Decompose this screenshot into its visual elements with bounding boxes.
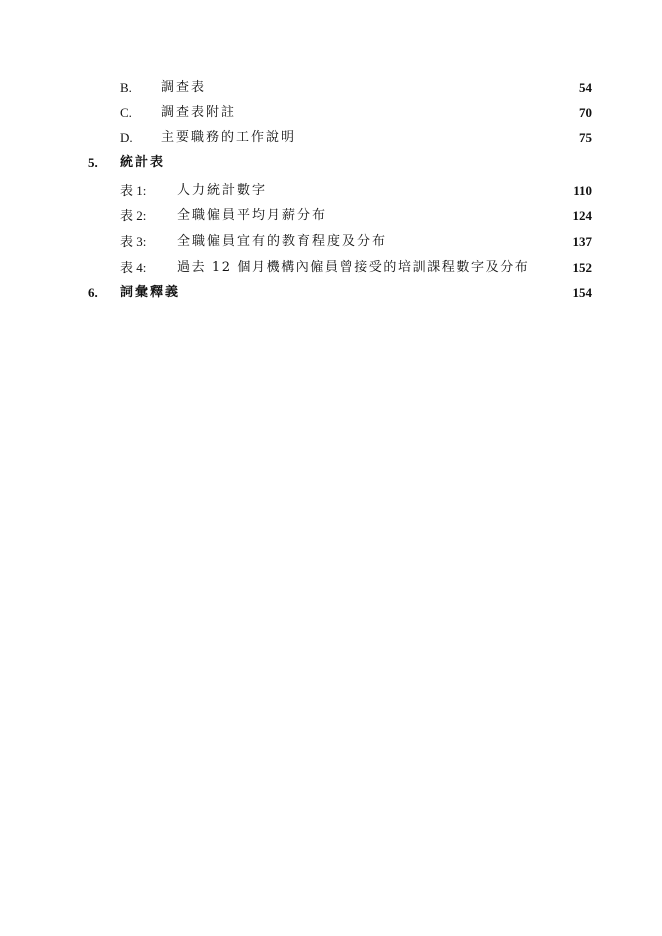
toc-entry-title: 調查表 [161, 80, 207, 95]
toc-entry-title: 人力統計數字 [177, 183, 268, 198]
toc-entry-page-number: 54 [579, 80, 592, 95]
toc-entry-title: 調查表附註 [161, 105, 237, 120]
toc-entry-appendix-b[interactable] [0, 78, 662, 98]
toc-entry-page-number: 75 [579, 130, 592, 145]
toc-entry-page-number: 70 [579, 105, 592, 120]
toc-entry-page-number: 137 [572, 234, 592, 249]
toc-entry-title: 全職僱員宜有的教育程度及分布 [177, 234, 388, 249]
toc-entry-page-number: 152 [572, 260, 592, 275]
toc-entry-appendix-c[interactable] [0, 103, 662, 123]
section-page-number: 154 [572, 285, 592, 300]
toc-entry-title: 主要職務的工作說明 [161, 130, 297, 145]
toc-entry-label: D. [120, 130, 133, 145]
toc-section-5[interactable] [0, 153, 662, 173]
toc-entry-table-4[interactable] [0, 258, 662, 278]
section-title: 統計表 [120, 155, 166, 170]
toc-entry-label: B. [120, 80, 132, 95]
toc-entry-label: 表 1: [120, 183, 147, 198]
toc-entry-appendix-d[interactable] [0, 128, 662, 148]
toc-entry-label: C. [120, 105, 132, 120]
toc-entry-title: 過去 12 個月機構內僱員曾接受的培訓課程數字及分布 [177, 260, 530, 275]
toc-entry-table-1[interactable] [0, 181, 662, 201]
toc-entry-table-2[interactable] [0, 206, 662, 226]
toc-entry-page-number: 124 [572, 208, 592, 223]
toc-entry-label: 表 2: [120, 208, 147, 223]
toc-entry-label: 表 3: [120, 234, 147, 249]
section-number: 5. [88, 155, 98, 170]
toc-entry-title: 全職僱員平均月薪分布 [177, 208, 328, 223]
toc-section-6[interactable] [0, 283, 662, 303]
toc-entry-page-number: 110 [573, 183, 592, 198]
section-number: 6. [88, 285, 98, 300]
toc-entry-label: 表 4: [120, 260, 147, 275]
toc-entry-table-3[interactable] [0, 232, 662, 252]
section-title: 詞彙釋義 [120, 285, 181, 300]
